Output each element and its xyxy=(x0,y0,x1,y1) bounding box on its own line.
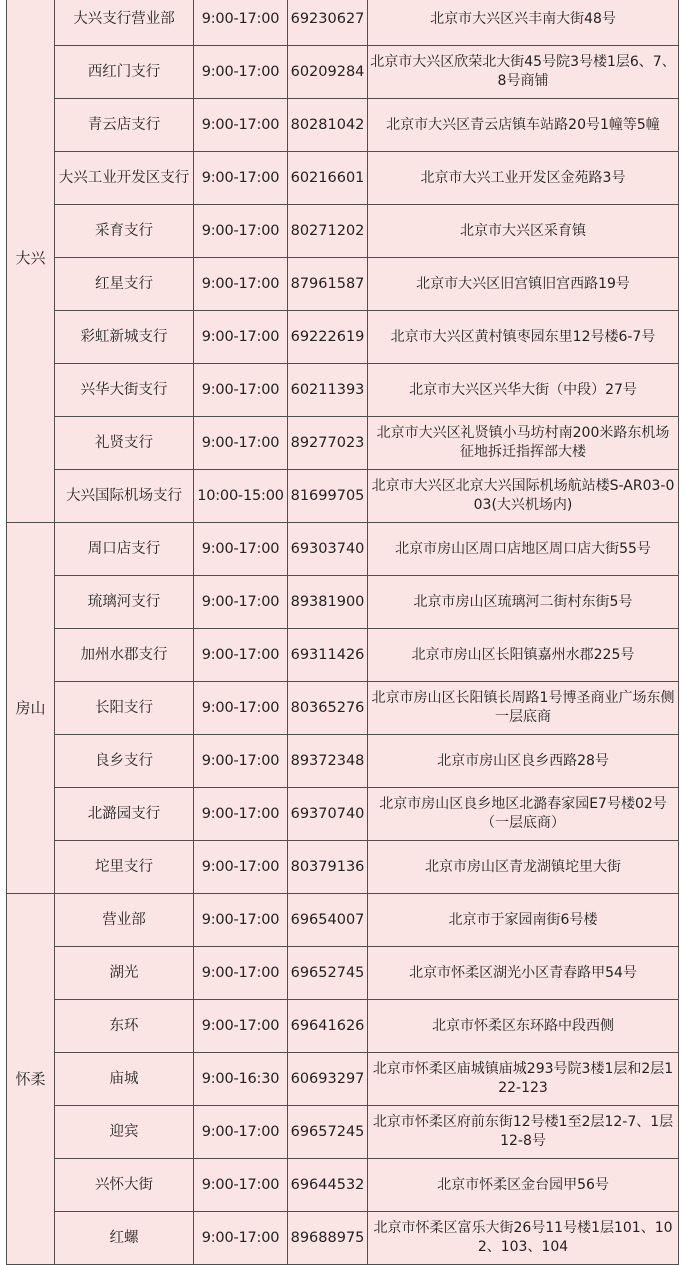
phone-number-cell: 80379136 xyxy=(288,841,368,894)
phone-number-cell: 81699705 xyxy=(288,470,368,523)
branch-name-cell: 东环 xyxy=(55,1000,194,1053)
branch-name-cell: 北潞园支行 xyxy=(55,788,194,841)
address-cell: 北京市房山区良乡西路28号 xyxy=(368,735,679,788)
branch-name-cell: 青云店支行 xyxy=(55,99,194,152)
address-cell: 北京市房山区长阳镇长周路1号博圣商业广场东侧一层底商 xyxy=(368,682,679,735)
table-row xyxy=(7,788,679,841)
branch-table-body xyxy=(7,0,679,1265)
phone-number-cell: 89688975 xyxy=(288,1212,368,1265)
business-hours-cell: 9:00-17:00 xyxy=(194,311,288,364)
business-hours-cell: 9:00-17:00 xyxy=(194,523,288,576)
phone-number-cell: 69644532 xyxy=(288,1159,368,1212)
business-hours-cell: 9:00-17:00 xyxy=(194,576,288,629)
address-cell: 北京市房山区良乡地区北潞春家园E7号楼02号（一层底商） xyxy=(368,788,679,841)
phone-number-cell: 89381900 xyxy=(288,576,368,629)
business-hours-cell: 9:00-17:00 xyxy=(194,947,288,1000)
business-hours-cell: 9:00-17:00 xyxy=(194,682,288,735)
table-row xyxy=(7,894,679,947)
table-row xyxy=(7,205,679,258)
phone-number-cell: 69311426 xyxy=(288,629,368,682)
branch-name-cell: 湖光 xyxy=(55,947,194,1000)
business-hours-cell: 9:00-17:00 xyxy=(194,364,288,417)
table-row xyxy=(7,523,679,576)
table-row xyxy=(7,1000,679,1053)
table-row xyxy=(7,364,679,417)
address-cell: 北京市怀柔区金台园甲56号 xyxy=(368,1159,679,1212)
address-cell: 北京市于家园南街6号楼 xyxy=(368,894,679,947)
table-row xyxy=(7,311,679,364)
table-row xyxy=(7,682,679,735)
table-row xyxy=(7,1053,679,1106)
branch-name-cell: 迎宾 xyxy=(55,1106,194,1159)
address-cell: 北京市怀柔区湖光小区青春路甲54号 xyxy=(368,947,679,1000)
address-cell: 北京市房山区周口店地区周口店大街55号 xyxy=(368,523,679,576)
table-row xyxy=(7,417,679,470)
district-cell: 大兴 xyxy=(7,0,55,523)
branch-name-cell: 良乡支行 xyxy=(55,735,194,788)
business-hours-cell: 9:00-16:30 xyxy=(194,1053,288,1106)
branch-name-cell: 长阳支行 xyxy=(55,682,194,735)
phone-number-cell: 69657245 xyxy=(288,1106,368,1159)
phone-number-cell: 80281042 xyxy=(288,99,368,152)
branch-name-cell: 兴怀大街 xyxy=(55,1159,194,1212)
branch-name-cell: 红螺 xyxy=(55,1212,194,1265)
address-cell: 北京市大兴工业开发区金苑路3号 xyxy=(368,152,679,205)
table-row xyxy=(7,735,679,788)
phone-number-cell: 69303740 xyxy=(288,523,368,576)
branch-name-cell: 兴华大街支行 xyxy=(55,364,194,417)
phone-number-cell: 87961587 xyxy=(288,258,368,311)
business-hours-cell: 9:00-17:00 xyxy=(194,841,288,894)
table-row xyxy=(7,0,679,46)
address-cell: 北京市大兴区欣荣北大街45号院3号楼1层6、7、8号商铺 xyxy=(368,46,679,99)
phone-number-cell: 69222619 xyxy=(288,311,368,364)
branch-name-cell: 坨里支行 xyxy=(55,841,194,894)
business-hours-cell: 9:00-17:00 xyxy=(194,99,288,152)
branch-name-cell: 西红门支行 xyxy=(55,46,194,99)
address-cell: 北京市怀柔区府前东街12号楼1至2层12-7、1层12-8号 xyxy=(368,1106,679,1159)
branch-name-cell: 营业部 xyxy=(55,894,194,947)
business-hours-cell: 9:00-17:00 xyxy=(194,629,288,682)
address-cell: 北京市房山区青龙湖镇坨里大街 xyxy=(368,841,679,894)
address-cell: 北京市大兴区旧宫镇旧宫西路19号 xyxy=(368,258,679,311)
business-hours-cell: 10:00-15:00 xyxy=(194,470,288,523)
branch-name-cell: 庙城 xyxy=(55,1053,194,1106)
business-hours-cell: 9:00-17:00 xyxy=(194,152,288,205)
address-cell: 北京市怀柔区富乐大街26号11号楼1层101、102、103、104 xyxy=(368,1212,679,1265)
district-cell: 怀柔 xyxy=(7,894,55,1265)
address-cell: 北京市怀柔区东环路中段西侧 xyxy=(368,1000,679,1053)
branch-table xyxy=(6,0,679,1265)
table-row xyxy=(7,1212,679,1265)
branch-name-cell: 礼贤支行 xyxy=(55,417,194,470)
branch-name-cell: 大兴工业开发区支行 xyxy=(55,152,194,205)
phone-number-cell: 60693297 xyxy=(288,1053,368,1106)
business-hours-cell: 9:00-17:00 xyxy=(194,258,288,311)
business-hours-cell: 9:00-17:00 xyxy=(194,1106,288,1159)
address-cell: 北京市大兴区采育镇 xyxy=(368,205,679,258)
phone-number-cell: 69230627 xyxy=(288,0,368,46)
table-row xyxy=(7,629,679,682)
table-row xyxy=(7,46,679,99)
address-cell: 北京市大兴区黄村镇枣园东里12号楼6-7号 xyxy=(368,311,679,364)
address-cell: 北京市房山区琉璃河二街村东街5号 xyxy=(368,576,679,629)
business-hours-cell: 9:00-17:00 xyxy=(194,894,288,947)
table-row xyxy=(7,841,679,894)
business-hours-cell: 9:00-17:00 xyxy=(194,205,288,258)
phone-number-cell: 69370740 xyxy=(288,788,368,841)
address-cell: 北京市大兴区青云店镇车站路20号1幢等5幢 xyxy=(368,99,679,152)
business-hours-cell: 9:00-17:00 xyxy=(194,0,288,46)
phone-number-cell: 60216601 xyxy=(288,152,368,205)
business-hours-cell: 9:00-17:00 xyxy=(194,788,288,841)
address-cell: 北京市怀柔区庙城镇庙城293号院3楼1层和2层122-123 xyxy=(368,1053,679,1106)
phone-number-cell: 89372348 xyxy=(288,735,368,788)
branch-name-cell: 大兴国际机场支行 xyxy=(55,470,194,523)
branch-name-cell: 采育支行 xyxy=(55,205,194,258)
business-hours-cell: 9:00-17:00 xyxy=(194,1212,288,1265)
business-hours-cell: 9:00-17:00 xyxy=(194,735,288,788)
table-row xyxy=(7,1106,679,1159)
table-row xyxy=(7,1159,679,1212)
table-row xyxy=(7,152,679,205)
branch-name-cell: 大兴支行营业部 xyxy=(55,0,194,46)
phone-number-cell: 60211393 xyxy=(288,364,368,417)
business-hours-cell: 9:00-17:00 xyxy=(194,1159,288,1212)
business-hours-cell: 9:00-17:00 xyxy=(194,417,288,470)
address-cell: 北京市大兴区北京大兴国际机场航站楼S-AR03-003(大兴机场内) xyxy=(368,470,679,523)
table-row xyxy=(7,99,679,152)
address-cell: 北京市大兴区兴华大街（中段）27号 xyxy=(368,364,679,417)
phone-number-cell: 80271202 xyxy=(288,205,368,258)
table-row xyxy=(7,258,679,311)
business-hours-cell: 9:00-17:00 xyxy=(194,46,288,99)
table-row xyxy=(7,947,679,1000)
branch-name-cell: 彩虹新城支行 xyxy=(55,311,194,364)
branch-name-cell: 加州水郡支行 xyxy=(55,629,194,682)
table-row xyxy=(7,576,679,629)
table-row xyxy=(7,470,679,523)
phone-number-cell: 80365276 xyxy=(288,682,368,735)
address-cell: 北京市大兴区礼贤镇小马坊村南200米路东机场征地拆迁指挥部大楼 xyxy=(368,417,679,470)
address-cell: 北京市大兴区兴丰南大街48号 xyxy=(368,0,679,46)
address-cell: 北京市房山区长阳镇嘉州水郡225号 xyxy=(368,629,679,682)
branch-name-cell: 周口店支行 xyxy=(55,523,194,576)
business-hours-cell: 9:00-17:00 xyxy=(194,1000,288,1053)
district-cell: 房山 xyxy=(7,523,55,894)
phone-number-cell: 60209284 xyxy=(288,46,368,99)
branch-name-cell: 琉璃河支行 xyxy=(55,576,194,629)
phone-number-cell: 89277023 xyxy=(288,417,368,470)
phone-number-cell: 69652745 xyxy=(288,947,368,1000)
phone-number-cell: 69654007 xyxy=(288,894,368,947)
branch-name-cell: 红星支行 xyxy=(55,258,194,311)
phone-number-cell: 69641626 xyxy=(288,1000,368,1053)
